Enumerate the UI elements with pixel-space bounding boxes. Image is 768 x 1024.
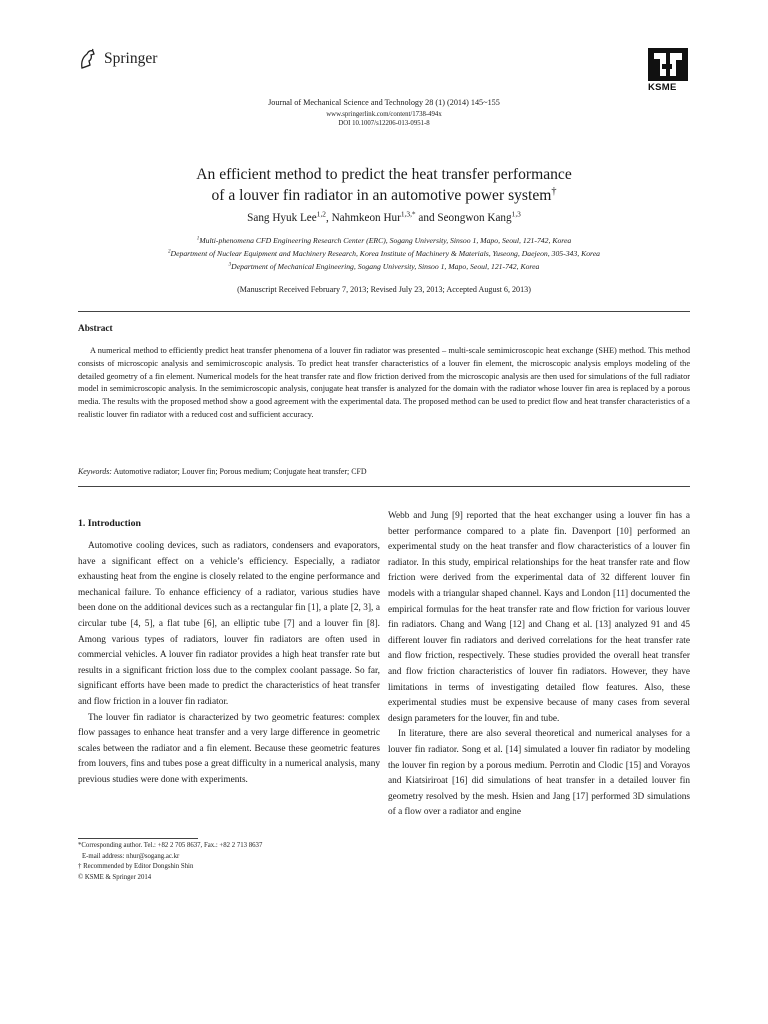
affiliation: $^1$Multi-phenomena CFD Engineering Research Center (ERC), Sogang University, Sinsoo 1, Mapo, Seoul, 121-742, Korea [196,235,572,245]
title-line-2: of a louver fin radiator in an automotive power system† [211,185,557,204]
doi[interactable]: DOI 10.1007/s12206-013-0951-8 [338,120,430,127]
right-column [388,509,690,821]
publisher-name: Springer [104,50,158,67]
manuscript-dates: (Manuscript Received February 7, 2013; Revised July 23, 2013; Accepted August 6, 2013) [237,285,531,294]
ksme-emblem-icon [648,48,688,81]
divider [78,311,690,312]
author[interactable]: Seongwon Kang$^{1,3}$ [437,209,521,224]
springer-horse-icon [78,48,98,70]
abstract-heading: Abstract [78,324,113,334]
footnote: † Recommended by Editor Dongshin Shin [78,863,194,871]
footnote[interactable]: E-mail address: nhur@sogang.ac.kr [82,852,180,860]
footnote-divider [78,838,198,839]
left-column [78,539,380,789]
author-list: Sang Hyuk Lee$^{1,2}$, Nahmkeon Hur$^{1,3,*}$ and Seongwon Kang$^{1,3}$ [247,209,521,224]
footnote: © KSME & Springer 2014 [78,874,152,882]
paper-title [0,164,768,206]
title-line-1: An efficient method to predict the heat transfer performance [196,166,572,183]
springer-logo [78,48,157,70]
footnotes [78,841,262,884]
keywords [78,467,690,476]
section-heading: 1. Introduction [78,518,141,529]
abstract-text: A numerical method to efficiently predict heat transfer phenomena of a louver fin radiator was presented – multi-scale semimicroscopic heat exchange (SHE) method. This method consists of microscopic analysis and semimicroscopic analysis. To predict heat transfer characteristics of a louver fin element, the microscopic analysis employs modeling of the detailed geometry of a fin element. Numerical models for the heat transfer rate and flow friction derived from the microscopic analysis are then used for simulations of the full radiator model in semimicroscopic analysis. In the semimicroscopic analysis, conjugate heat transfer is analyzed for the domain with the radiator whose louver fin area is replaced by a porous media. The results with the proposed method show a good agreement with the experimental data. The proposed method can be used to predict flow and heat transfer characteristics of a realistic louver fin radiator with a reduced cost and sufficient accuracy. [78,346,690,419]
journal-citation: Journal of Mechanical Science and Technology 28 (1) (2014) 145~155 [268,98,500,107]
paragraph: The louver fin radiator is characterized by two geometric features: complex flow passages to enhance heat transfer and a very large difference in geometric scales between the radiator and a fin element. Because these geometric features from louvers, fins and tubes pose a great difficulty in a numerical analysis, many previous studies were done with experiments. [78,712,380,785]
affiliation: $^3$Department of Mechanical Engineering, Sogang University, Sinsoo 1, Mapo, Seoul, 121-742, Korea [228,261,540,271]
society-name: KSME [648,82,677,93]
divider [78,486,690,487]
title-footnote-mark: † [551,185,557,197]
affiliation: $^2$Department of Nuclear Equipment and Machinery Research, Korea Institute of Machinery & Materials, Yuseong, Daejeon, 305-343, Korea [167,248,601,258]
paragraph: Automotive cooling devices, such as radiators, condensers and evaporators, have a significant effect on a vehicle’s efficiency. Especially, a radiator exhausting heat from the engine is closely related to the engine performance and mechanical failure. To enhance efficiency of a radiator, various studies have been done on the additional devices such as a rectangular fin [1], a plate [2, 3], a circular tube [4, 5], a flat tube [6], an elliptic tube [7] and a louver fin [8]. Among various types of radiators, louver fin radiators are often used in commercial vehicles. A louver fin radiator provides a high heat transfer rate but results in a significant friction loss due to the complex coolant passage. So far, significant efforts have been made to predict the characteristics of heat transfer and flow friction in a louver fin radiator. [78,541,380,707]
paragraph: Webb and Jung [9] reported that the heat exchanger using a louver fin has a better performance compared to a plate fin. Davenport [10] performed an experimental study on the heat transfer and flow characteristics of a louver fin radiator. In this study, empirical relationships for the heat transfer rate and flow friction were derived from the experimental data of 32 different louver fin models with a triangular shaped channel. Kays and London [11] documented the empirical formulas for the heat transfer rate and flow friction for various louver fin radiators. Chang and Wang [12] and Chang et al. [13] analyzed 91 and 45 different louver fin radiators and derived correlations for the heat transfer rate and flow friction, respectively. These studies provided the overall heat transfer and flow friction characteristics of louver fin radiators. However, they have limitations in terms of investigating detailed flow features. Also, these experimental studies must be expensive because of many cases from several design parameters for the louver, fin and tube. [388,511,690,724]
journal-url[interactable]: www.springerlink.com/content/1738-494x [326,111,442,118]
keywords-list: Automotive radiator; Louver fin; Porous medium; Conjugate heat transfer; CFD [113,467,367,476]
keywords-label: Keywords: [78,467,112,476]
ksme-logo [648,48,692,93]
author[interactable]: Sang Hyuk Lee$^{1,2}$ [247,209,326,224]
footnote: *Corresponding author. Tel.: +82 2 705 8637, Fax.: +82 2 713 8637 [78,842,263,849]
author[interactable]: Nahmkeon Hur$^{1,3,*}$ [331,209,416,224]
paragraph: In literature, there are also several theoretical and numerical analyses for a louver fin radiator. Song et al. [14] simulated a louver fin radiator by modeling the louver fin region by a porous medium. Perrotin and Clodic [15] and Vorayos and Kiatsiriroat [16] did simulations of heat transfer in a detailed louver fin geometry resolved by the mesh. Hsien and Jang [17] performed 3D simulations of a flow over a radiator and engine [388,729,690,818]
